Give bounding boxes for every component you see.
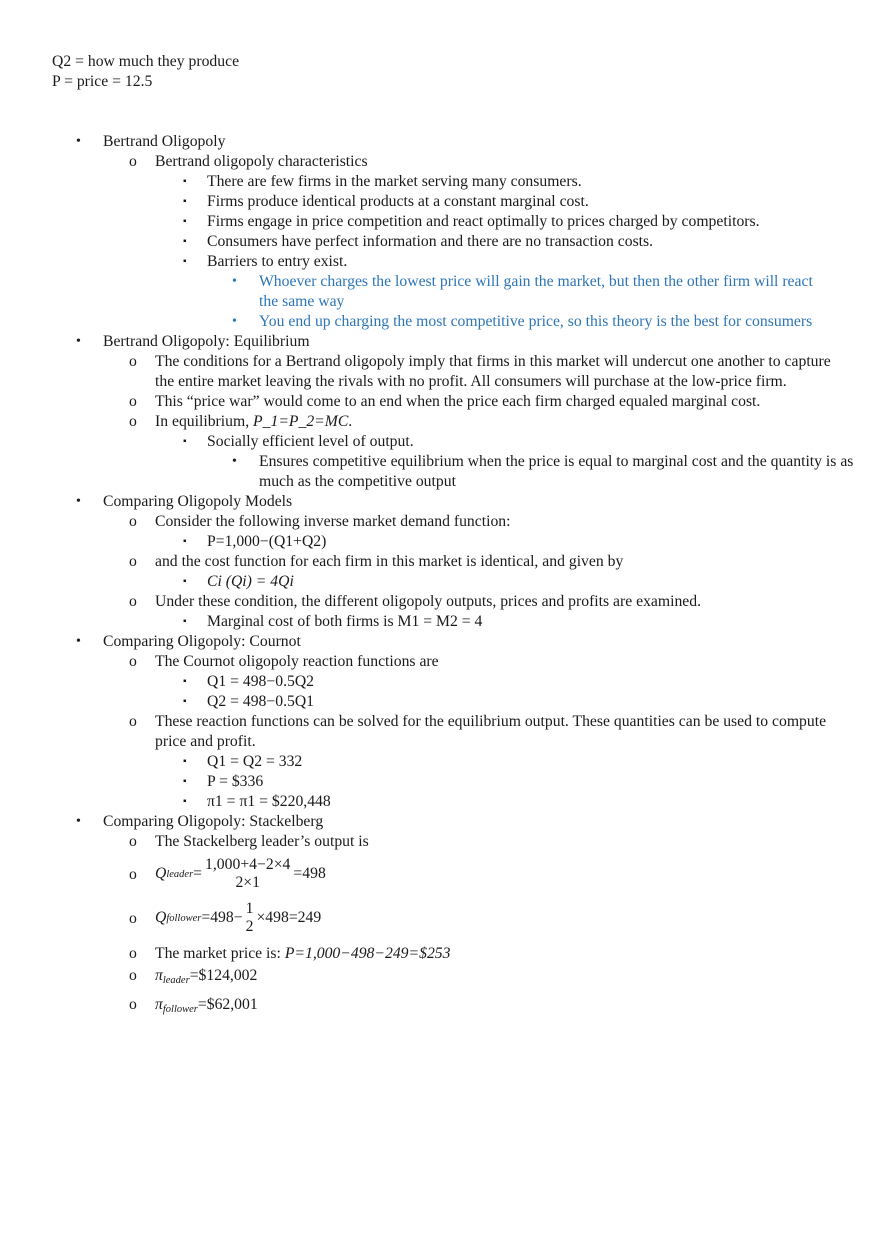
equilibrium-note: • Ensures competitive equilibrium when the price is equal to marginal cost and the quantity is as much as the competitive output [232,453,854,490]
circle-bullet-icon: o [129,553,137,570]
square-bullet-icon: ▪ [183,616,187,627]
circle-bullet-icon: o [129,910,137,927]
spacer [52,92,842,132]
bullet-icon: • [76,634,81,649]
circle-bullet-icon: o [129,996,137,1013]
comparing-demand: ▪ P=1,000−(Q1+Q2) [183,533,327,550]
equilibrium-title: • Bertrand Oligopoly: Equilibrium [76,333,310,350]
bullet-icon: • [76,334,81,349]
equilibrium-math: P_1=P_2=MC [253,413,349,430]
cournot-price: ▪ P = $336 [183,773,264,790]
bertrand-note: • You end up charging the most competitive price, so this theory is the best for consumers [232,313,813,330]
bertrand-item: ▪ Firms engage in price competition and react optimally to prices charged by competitors. [183,213,760,230]
cournot-reaction-1: ▪ Q1 = 498−0.5Q2 [183,673,315,690]
comparing-conditions: o Under these condition, the different oligopoly outputs, prices and profits are examined. [129,593,702,610]
square-bullet-icon: ▪ [183,576,187,587]
circle-bullet-icon: o [129,393,137,410]
stackelberg-follower-profit: o $\pi_{follower}=\$62,001$ [129,996,258,1015]
header-price-line: P = price = 12.5 [52,73,153,90]
bertrand-item: ▪ There are few firms in the market serving many consumers. [183,173,582,190]
square-bullet-icon: ▪ [183,796,187,807]
equilibrium-price-war: o This “price war” would come to an end when the price each firm charged equaled marginal cost. [129,393,761,410]
equilibrium-condition: o In equilibrium, P_1=P_2=MC. [129,413,353,430]
comparing-demand-intro: o Consider the following inverse market demand function: [129,513,511,530]
bullet-icon: • [76,814,81,829]
equilibrium-item: ▪ Socially efficient level of output. [183,433,414,450]
square-bullet-icon: ▪ [183,236,187,247]
cournot-quantity: ▪ Q1 = Q2 = 332 [183,753,303,770]
document-page [52,52,854,1020]
cournot-reaction-2: ▪ Q2 = 498−0.5Q1 [183,693,315,710]
dot-bullet-icon: • [232,274,237,289]
circle-bullet-icon: o [129,713,137,730]
comparing-cost: ▪ Ci (Qi) = 4Qi [183,573,294,590]
square-bullet-icon: ▪ [183,436,187,447]
dot-bullet-icon: • [232,454,237,469]
circle-bullet-icon: o [129,153,137,170]
cournot-intro: o The Cournot oligopoly reaction functions are [129,653,439,670]
square-bullet-icon: ▪ [183,216,187,227]
circle-bullet-icon: o [129,945,137,962]
stackelberg-market-price: o The market price is: P=1,000−498−249=$253 [129,945,451,962]
bertrand-item: ▪ Firms produce identical products at a constant marginal cost. [183,193,589,210]
stackelberg-title: • Comparing Oligopoly: Stackelberg [76,813,324,830]
square-bullet-icon: ▪ [183,536,187,547]
stackelberg-leader-formula: o Q leader = 1,000+4−2×4 2×1 =498 [129,856,326,891]
stackelberg-intro: o The Stackelberg leader’s output is [129,833,369,850]
circle-bullet-icon: o [129,353,137,370]
circle-bullet-icon: o [129,833,137,850]
stackelberg-follower-formula: o Q follower =498− 1 2 ×498=249 [129,900,322,935]
circle-bullet-icon: o [129,967,137,984]
comparing-cost-intro: o and the cost function for each firm in this market is identical, and given by [129,553,624,570]
comparing-mc: ▪ Marginal cost of both firms is M1 = M2 = 4 [183,613,483,630]
header-q2-line: Q2 = how much they produce [52,53,240,70]
equilibrium-paragraph: o The conditions for a Bertrand oligopoly imply that firms in this market will undercut one another to capture the entire market leaving the rivals with no profit. All consumers will purchase at the low-price firm. [129,353,831,390]
bertrand-subtitle: o Bertrand oligopoly characteristics [129,153,368,170]
cournot-title: • Comparing Oligopoly: Cournot [76,633,301,650]
bertrand-item: ▪ Barriers to entry exist. [183,253,348,270]
bertrand-item: ▪ Consumers have perfect information and there are no transaction costs. [183,233,654,250]
bullet-icon: • [76,134,81,149]
cournot-profit: ▪ π1 = π1 = $220,448 [183,793,331,810]
bertrand-title: • Bertrand Oligopoly [76,133,226,150]
leader-fraction: 1,000+4−2×4 2×1 [205,856,291,891]
circle-bullet-icon: o [129,513,137,530]
follower-fraction: 1 2 [245,900,254,935]
square-bullet-icon: ▪ [183,176,187,187]
bertrand-note: • Whoever charges the lowest price will gain the market, but then the other firm will react the same way [232,273,813,310]
comparing-title: • Comparing Oligopoly Models [76,493,293,510]
circle-bullet-icon: o [129,866,137,883]
square-bullet-icon: ▪ [183,776,187,787]
circle-bullet-icon: o [129,653,137,670]
circle-bullet-icon: o [129,593,137,610]
square-bullet-icon: ▪ [183,756,187,767]
circle-bullet-icon: o [129,413,137,430]
cournot-solve: o These reaction functions can be solved for the equilibrium output. These quantities can be used to compute price and profit. [129,713,827,750]
dot-bullet-icon: • [232,314,237,329]
bullet-icon: • [76,494,81,509]
stackelberg-leader-profit: o $\pi_{leader}=\$124,002$ [129,967,258,986]
square-bullet-icon: ▪ [183,676,187,687]
square-bullet-icon: ▪ [183,256,187,267]
square-bullet-icon: ▪ [183,196,187,207]
square-bullet-icon: ▪ [183,696,187,707]
